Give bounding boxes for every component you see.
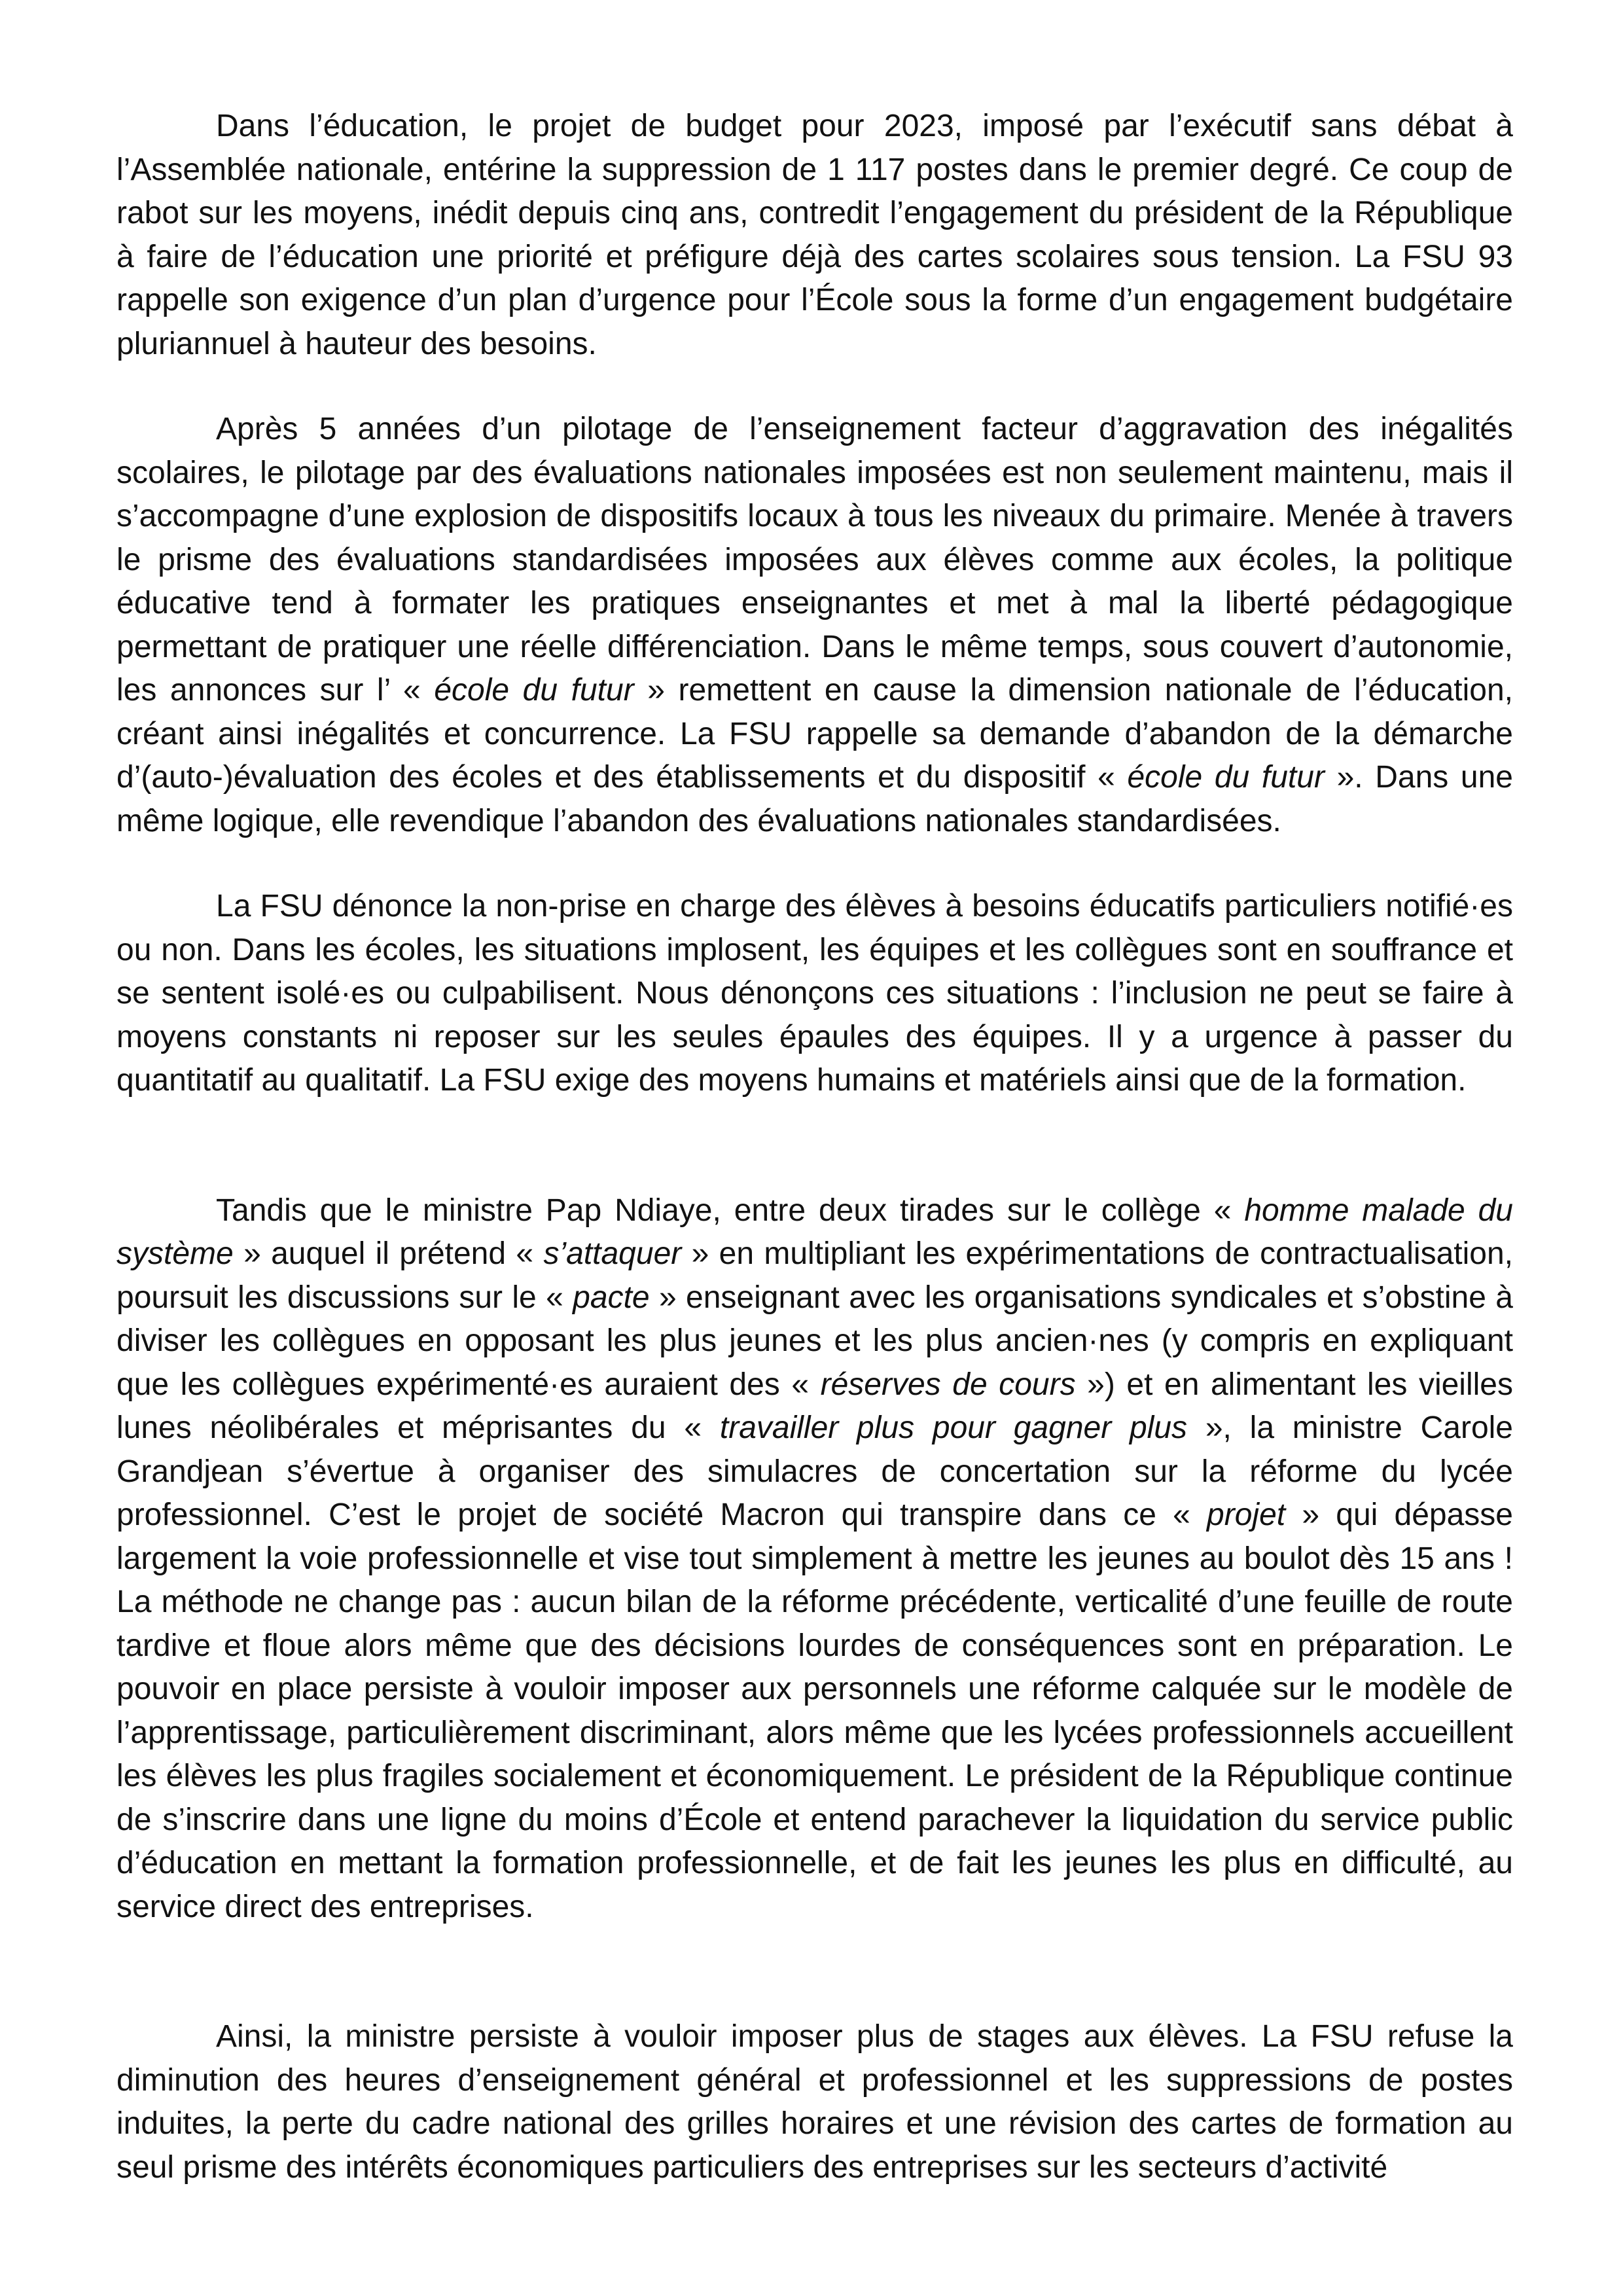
body-text: » en multipliant les expérimentations de contractualisation, poursuit les discussions sur le «	[116, 1236, 1514, 1315]
paragraph-evaluations	[116, 408, 1513, 843]
italic-quote-text: réserves de cours	[820, 1367, 1076, 1402]
italic-quote-text: travailler plus pour gagner plus	[719, 1410, 1188, 1445]
body-text: Tandis que le ministre Pap Ndiaye, entre deux tirades sur le collège «	[216, 1193, 1245, 1228]
document-page	[116, 105, 1513, 2231]
paragraph-budget	[116, 105, 1513, 366]
italic-quote-text: projet	[1207, 1498, 1286, 1532]
body-text: ». Dans une même logique, elle revendique l’abandon des évaluations nationales standardisées.	[116, 760, 1514, 838]
paragraph-stages	[116, 2015, 1513, 2189]
italic-quote-text: homme malade du système	[116, 1193, 1513, 1271]
body-text: » qui dépasse largement la voie professionnelle et vise tout simplement à mettre les jeunes au boulot dès 15 ans ! La méthode ne change pas : aucun bilan de la réforme précédente, verticalité d’une feuille de route tardive et floue alors même que des décisions lourdes de conséquences sont en préparation. Le pouvoir en place persiste à vouloir imposer aux personnels une réforme calquée sur le modèle de l’apprentissage, particulièrement discriminant, alors même que les lycées professionnels accueillent les élèves les plus fragiles socialement et économiquement. Le président de la République continue de s’inscrire dans une ligne du moins d’École et entend parachever la liquidation du service public d’éducation en mettant la formation professionnelle, et de fait les jeunes les plus en difficulté, au service direct des entreprises.	[116, 1498, 1514, 1924]
paragraph-inclusion	[116, 885, 1513, 1103]
body-text: ») et en alimentant les vieilles lunes néolibérales et méprisantes du «	[116, 1367, 1513, 1445]
body-text: Ainsi, la ministre persiste à vouloir imposer plus de stages aux élèves. La FSU refuse la diminution des heures d’enseignement général et professionnel et les suppressions de postes induites, la perte du cadre national des grilles horaires et une révision des cartes de formation au seul prisme des intérêts économiques particuliers des entreprises sur les secteurs d’activité	[116, 2019, 1513, 2185]
body-text: » auquel il prétend «	[233, 1236, 544, 1271]
body-text: », la ministre Carole Grandjean s’évertue à organiser des simulacres de concertation sur la réforme du lycée professionnel. C’est le projet de société Macron qui transpire dans ce «	[116, 1410, 1514, 1532]
italic-quote-text: pacte	[573, 1280, 650, 1315]
body-text: » remettent en cause la dimension nationale de l’éducation, créant ainsi inégalités et concurrence. La FSU rappelle sa demande d’abandon de la démarche d’(auto-)évaluation des écoles et des établissements et du dispositif «	[116, 673, 1514, 795]
body-text: Dans l’éducation, le projet de budget pour 2023, imposé par l’exécutif sans débat à l’Assemblée nationale, entérine la suppression de 1 117 postes dans le premier degré. Ce coup de rabot sur les moyens, inédit depuis cinq ans, contredit l’engagement du président de la République à faire de l’éducation une priorité et préfigure déjà des cartes scolaires sous tension. La FSU 93 rappelle son exigence d’un plan d’urgence pour l’École sous la forme d’un engagement budgétaire pluriannuel à hauteur des besoins.	[116, 109, 1513, 361]
paragraph-lycee-professionnel	[116, 1189, 1513, 1929]
italic-quote-text: s’attaquer	[543, 1236, 682, 1271]
body-text: » enseignant avec les organisations syndicales et s’obstine à diviser les collègues en opposant les plus jeunes et les plus ancien·nes (y compris en expliquant que les collègues expérimenté·es auraient des «	[116, 1280, 1513, 1402]
italic-quote-text: école du futur	[434, 673, 634, 708]
body-text: Après 5 années d’un pilotage de l’enseignement facteur d’aggravation des inégalités scolaires, le pilotage par des évaluations nationales imposées est non seulement maintenu, mais il s’accompagne d’une explosion de dispositifs locaux à tous les niveaux du primaire. Menée à travers le prisme des évaluations standardisées imposées aux élèves comme aux écoles, la politique éducative tend à formater les pratiques enseignantes et met à mal la liberté pédagogique permettant de pratiquer une réelle différenciation. Dans le même temps, sous couvert d’autonomie, les annonces sur l’ «	[116, 412, 1513, 708]
italic-quote-text: école du futur	[1127, 760, 1325, 795]
body-text: La FSU dénonce la non-prise en charge des élèves à besoins éducatifs particuliers notifié·es ou non. Dans les écoles, les situations implosent, les équipes et les collègues sont en souffrance et se sentent isolé·es ou culpabilisent. Nous dénonçons ces situations : l’inclusion ne peut se faire à moyens constants ni reposer sur les seules épaules des équipes. Il y a urgence à passer du quantitatif au qualitatif. La FSU exige des moyens humains et matériels ainsi que de la formation.	[116, 889, 1513, 1098]
